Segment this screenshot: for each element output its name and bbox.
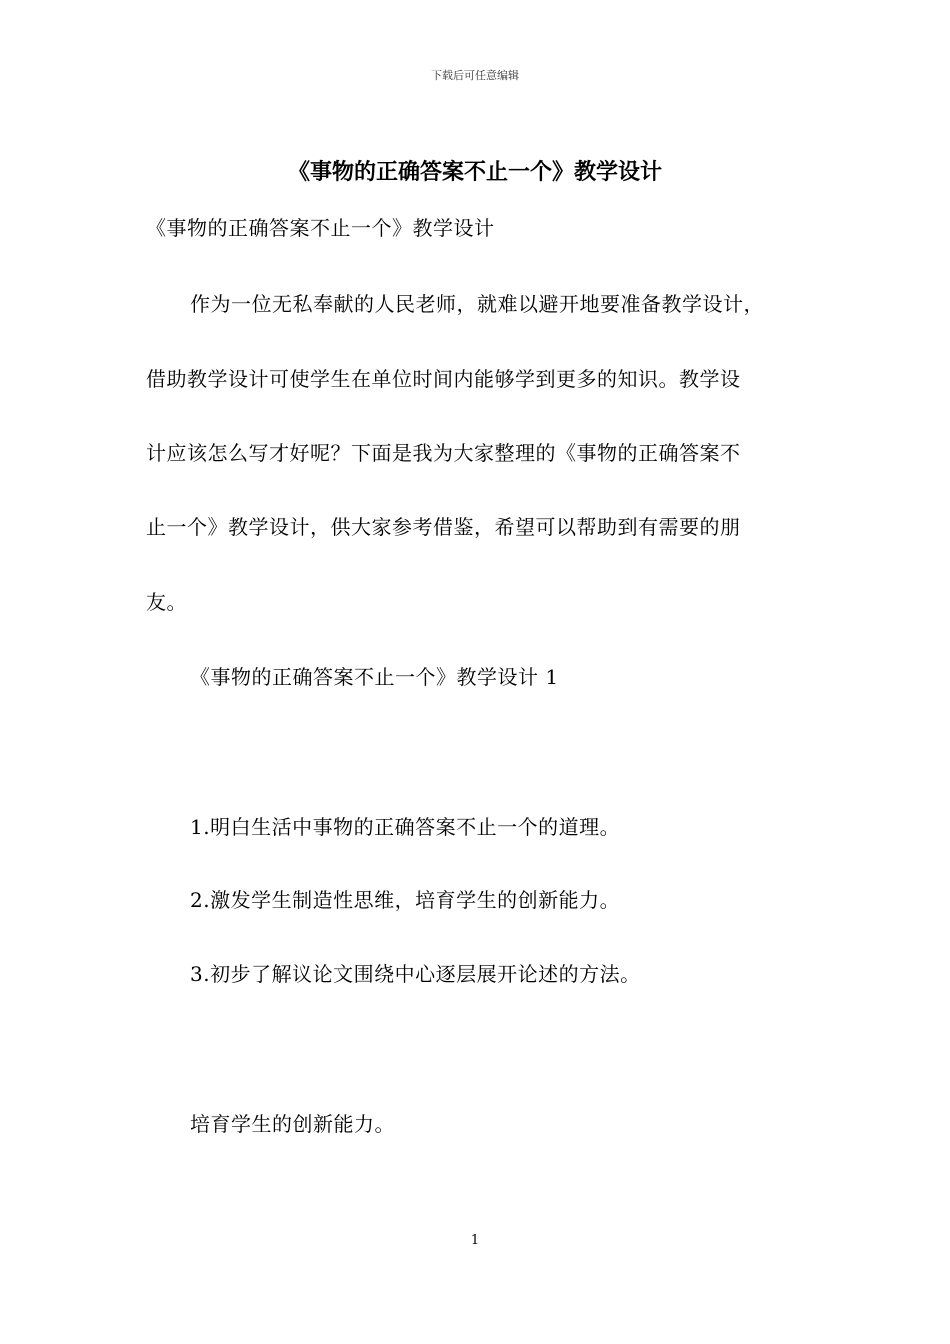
intro-line-1: 作为一位无私奉献的人民老师，就难以避开地要准备教学设计， [190, 292, 764, 316]
intro-line-4: 止一个》教学设计，供大家参考借鉴，希望可以帮助到有需要的朋 [146, 515, 741, 539]
objective-item-2: 2.激发学生制造性思维，培育学生的创新能力。 [190, 888, 621, 912]
intro-line-2: 借助教学设计可使学生在单位时间内能够学到更多的知识。教学设 [146, 367, 741, 391]
intro-line-5: 友。 [146, 590, 187, 614]
focus-line: 培育学生的创新能力。 [190, 1112, 395, 1136]
section-heading: 《事物的正确答案不止一个》教学设计 1 [190, 665, 559, 689]
objective-item-3: 3.初步了解议论文围绕中心逐层展开论述的方法。 [190, 962, 641, 986]
document-title: 《事物的正确答案不止一个》教学设计 [287, 160, 662, 185]
intro-line-3: 计应该怎么写才好呢？下面是我为大家整理的《事物的正确答案不 [146, 441, 741, 465]
subtitle-line: 《事物的正确答案不止一个》教学设计 [146, 216, 495, 240]
header-note: 下载后可任意编辑 [431, 69, 519, 82]
objective-item-1: 1.明白生活中事物的正确答案不止一个的道理。 [190, 815, 621, 839]
page-number: 1 [470, 1233, 480, 1248]
